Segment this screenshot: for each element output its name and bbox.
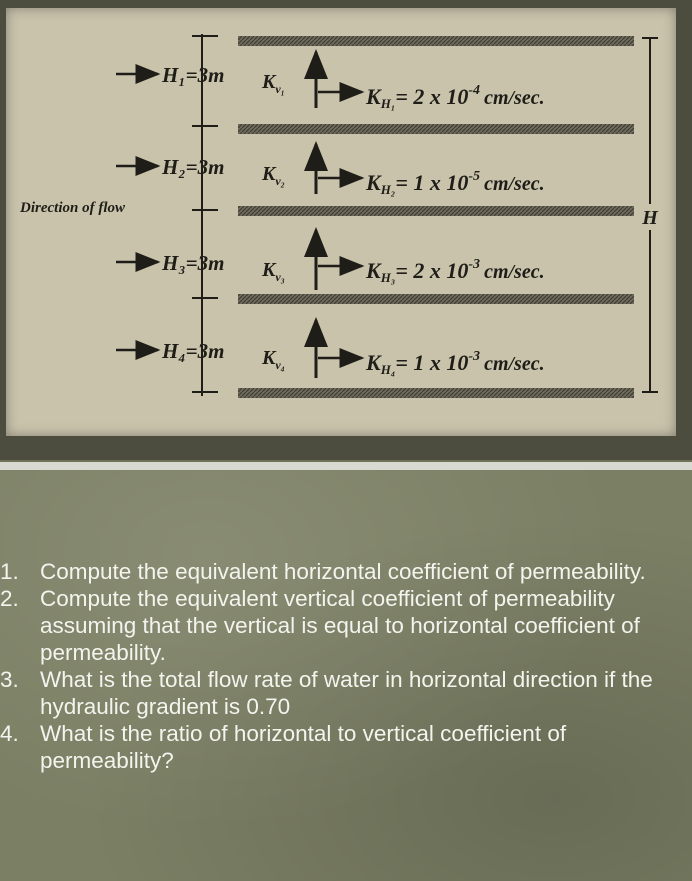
svg-text:KH₃= 2 x 10-3cm/sec. — [365, 257, 545, 285]
kh-subscript: H₄ — [380, 362, 396, 377]
question-item-2 — [0, 585, 680, 666]
kh-exponent: -3 — [468, 349, 481, 364]
kh-symbol: K — [366, 258, 381, 283]
svg-text:KH₂= 1 x 10-5cm/sec. — [365, 169, 545, 197]
kh-value: = 2 x 10 — [395, 84, 469, 109]
kh-subscript: H₃ — [380, 270, 396, 285]
boundary-band-2 — [238, 124, 634, 134]
kv-subscript: v₄ — [275, 358, 285, 372]
kh-exponent: -3 — [468, 257, 481, 272]
kh-symbol: K — [366, 170, 381, 195]
layer-2 — [116, 144, 545, 197]
kh-unit: cm/sec. — [484, 173, 545, 195]
direction-of-flow-label: Direction of flow — [20, 200, 125, 216]
layer-thickness-label: H₂=3m — [162, 155, 225, 179]
kh-exponent: -4 — [468, 83, 481, 98]
kh-value: = 2 x 10 — [395, 258, 469, 283]
question-number: 1. — [0, 559, 19, 584]
kv-symbol: K — [262, 71, 276, 93]
layer-thickness-label: H₃=3m — [162, 251, 225, 275]
boundary-band-3 — [238, 206, 634, 216]
layer-thickness-label: H₁=3m — [162, 63, 225, 87]
question-text: What is the ratio of horizontal to vertical coefficient of permeability? — [40, 721, 567, 773]
layer-1 — [116, 52, 545, 111]
kh-value: = 1 x 10 — [395, 350, 469, 375]
question-list — [0, 558, 680, 774]
question-number: 3. — [0, 667, 19, 692]
soil-layer-diagram — [6, 8, 676, 436]
svg-text:KH₄= 1 x 10-3cm/sec. — [365, 349, 545, 377]
kh-subscript: H₁ — [380, 96, 396, 111]
question-text: What is the total flow rate of water in horizontal direction if the hydraulic gradient is 0.70 — [40, 667, 653, 719]
kv-subscript: v₁ — [275, 82, 285, 96]
svg-text:Kv₃ — [261, 259, 285, 284]
section-divider — [0, 462, 692, 470]
kv-subscript: v₂ — [275, 174, 285, 188]
total-height-label: H — [642, 207, 658, 229]
question-number: 2. — [0, 586, 19, 611]
kh-subscript: H₂ — [380, 182, 396, 197]
kh-exponent: -5 — [468, 169, 481, 184]
layer-4 — [116, 320, 545, 378]
question-item-3 — [0, 666, 680, 720]
kv-subscript: v₃ — [275, 270, 285, 284]
kv-symbol: K — [262, 259, 276, 281]
kh-unit: cm/sec. — [484, 353, 545, 375]
boundary-band-1 — [238, 36, 634, 46]
kh-unit: cm/sec. — [484, 87, 545, 109]
kv-symbol: K — [262, 347, 276, 369]
kv-symbol: K — [262, 163, 276, 185]
svg-text:Kv₄ — [261, 347, 285, 372]
question-number: 4. — [0, 721, 19, 746]
kh-unit: cm/sec. — [484, 261, 545, 283]
boundary-band-5 — [238, 388, 634, 398]
kh-symbol: K — [366, 84, 381, 109]
layer-3 — [116, 230, 545, 290]
question-item-4 — [0, 720, 680, 774]
layer-thickness-label: H₄=3m — [162, 339, 225, 363]
question-text: Compute the equivalent vertical coefficient of permeability assuming that the vertical is equal to horizontal coefficient of permeability. — [40, 586, 640, 665]
questions-panel — [0, 470, 692, 881]
kh-symbol: K — [366, 350, 381, 375]
kh-value: = 1 x 10 — [395, 170, 469, 195]
svg-text:Kv₂ — [261, 163, 285, 188]
diagram-sheet — [6, 8, 676, 436]
svg-text:KH₁= 2 x 10-4cm/sec. — [365, 83, 545, 111]
question-item-1 — [0, 558, 680, 585]
question-text: Compute the equivalent horizontal coefficient of permeability. — [40, 559, 646, 584]
svg-text:Kv₁ — [261, 71, 285, 96]
boundary-band-4 — [238, 294, 634, 304]
